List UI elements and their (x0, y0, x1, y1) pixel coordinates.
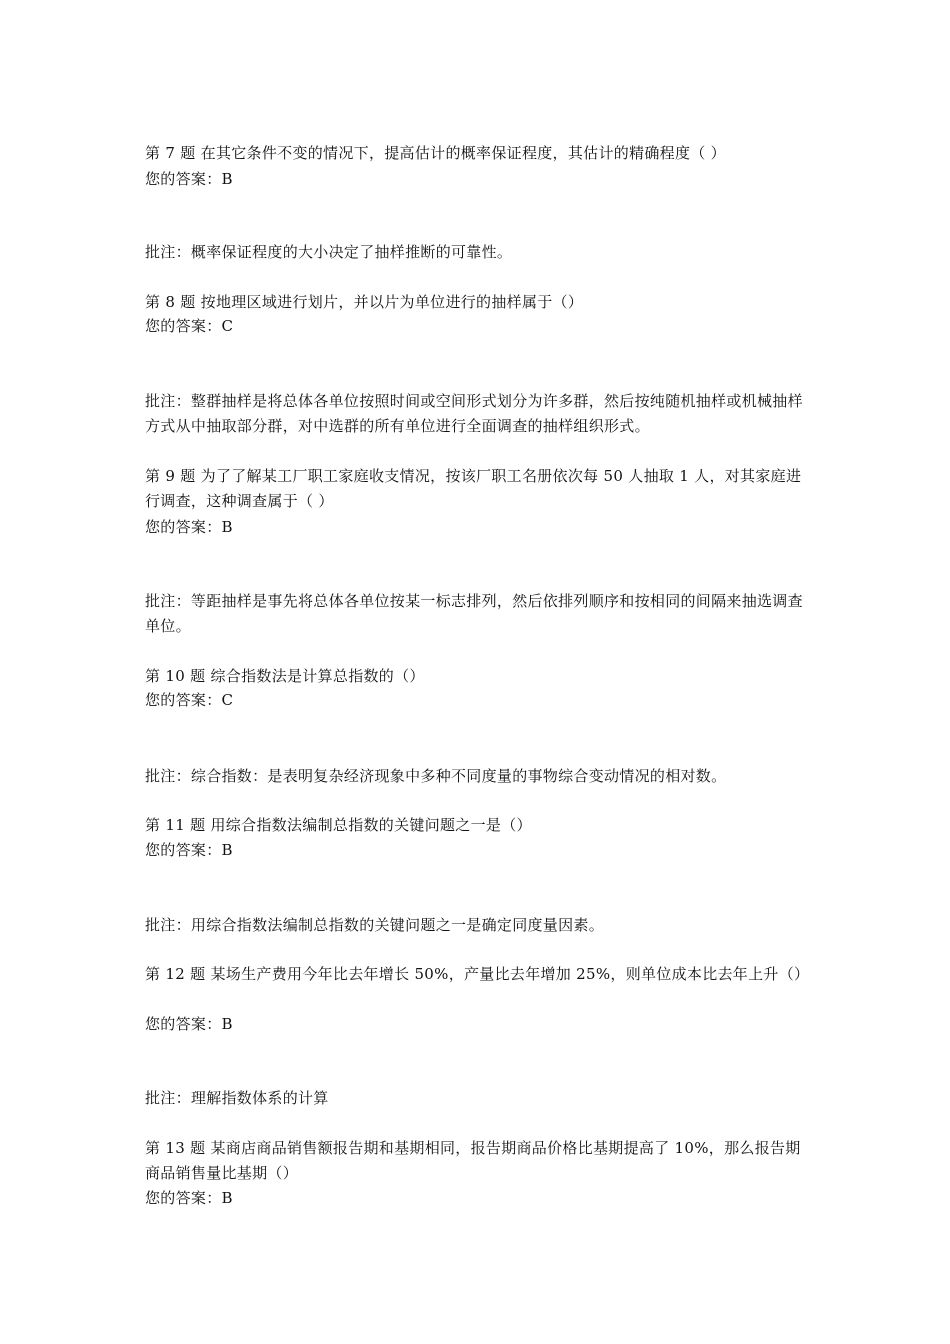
question-13-text: 第 13 题 某商店商品销售额报告期和基期相同，报告期商品价格比基期提高了 10%，那么报告期商品销售量比基期（） (145, 1139, 801, 1182)
question-12-answer: 您的答案：B (145, 1015, 233, 1033)
question-9-answer: 您的答案：B (145, 518, 233, 536)
question-8-note: 批注：整群抽样是将总体各单位按照时间或空间形式划分为许多群，然后按纯随机抽样或机械抽样方式从中抽取部分群，对中选群的所有单位进行全面调查的抽样组织形式。 (145, 392, 803, 435)
question-9-note: 批注：等距抽样是事先将总体各单位按某一标志排列，然后依排列顺序和按相同的间隔来抽选调查单位。 (145, 592, 803, 635)
question-7-answer: 您的答案：B (145, 170, 233, 188)
question-11-note: 批注：用综合指数法编制总指数的关键问题之一是确定同度量因素。 (145, 916, 605, 934)
question-12-text: 第 12 题 某场生产费用今年比去年增长 50%，产量比去年增加 25%，则单位成本比去年上升（） (145, 965, 810, 983)
question-11-text: 第 11 题 用综合指数法编制总指数的关键问题之一是（） (145, 816, 532, 834)
question-12-note: 批注：理解指数体系的计算 (145, 1089, 329, 1107)
question-8-text: 第 8 题 按地理区域进行划片，并以片为单位进行的抽样属于（） (145, 293, 584, 311)
question-10-text: 第 10 题 综合指数法是计算总指数的（） (145, 667, 425, 685)
question-8-answer: 您的答案：C (145, 317, 234, 335)
question-10-note: 批注：综合指数：是表明复杂经济现象中多种不同度量的事物综合变动情况的相对数。 (145, 767, 727, 785)
question-7-text: 第 7 题 在其它条件不变的情况下，提高估计的概率保证程度，其估计的精确程度（ ） (145, 144, 726, 162)
question-11-answer: 您的答案：B (145, 841, 233, 859)
question-9-text: 第 9 题 为了了解某工厂职工家庭收支情况，按该厂职工名册依次每 50 人抽取 1 人，对其家庭进行调查，这种调查属于（ ） (145, 467, 802, 510)
question-7-note: 批注：概率保证程度的大小决定了抽样推断的可靠性。 (145, 243, 513, 261)
question-10-answer: 您的答案：C (145, 691, 234, 709)
question-13-answer: 您的答案：B (145, 1189, 233, 1207)
